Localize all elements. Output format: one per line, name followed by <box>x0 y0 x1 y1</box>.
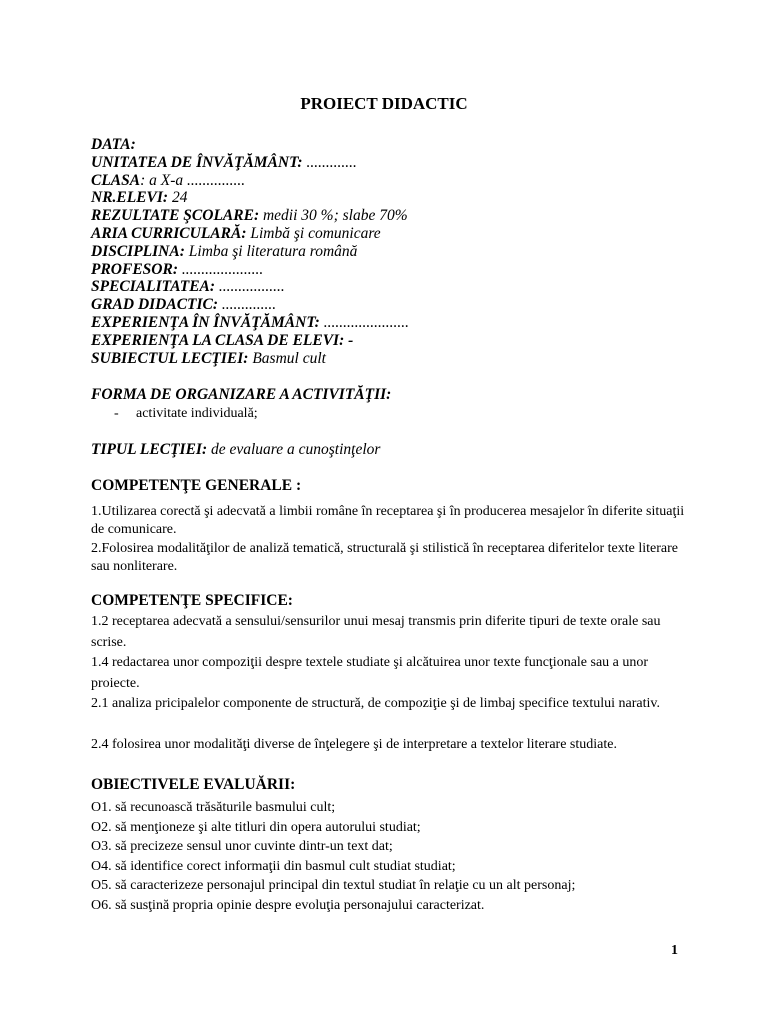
competente-specifice-heading: COMPETENŢE SPECIFICE: <box>91 592 293 609</box>
info-label: REZULTATE ŞCOLARE: <box>91 207 260 225</box>
info-line-specialitatea <box>91 278 711 296</box>
obiective-heading: OBIECTIVELE EVALUĂRII: <box>91 776 296 793</box>
info-line-profesor <box>91 261 711 279</box>
info-line-experienta-clasa <box>91 332 711 350</box>
competenta-generala-1: 1.Utilizarea corectă şi adecvată a limbii române în receptarea şi în producerea mesajelor în diferite situaţii de comunicare. <box>91 504 685 537</box>
info-label: UNITATEA DE ÎNVĂŢĂMÂNT: <box>91 153 303 171</box>
document-title: PROIECT DIDACTIC <box>300 94 468 113</box>
info-line-experienta <box>91 314 711 332</box>
info-line-clasa <box>91 172 711 190</box>
info-label: DISCIPLINA: <box>91 242 185 260</box>
info-line-data <box>91 136 711 154</box>
obiectiv-item: O4. să identifice corect informaţii din basmul cult studiat studiat; <box>91 858 456 874</box>
obiectiv-item: O3. să precizeze sensul unor cuvinte dintr-un text dat; <box>91 839 393 855</box>
tip-lectie <box>91 441 380 459</box>
info-value: medii 30 %; slabe 70% <box>259 207 408 225</box>
info-line-rezultate <box>91 207 711 225</box>
bullet-dash: - <box>114 406 119 421</box>
info-line-disciplina <box>91 243 711 261</box>
info-label: GRAD DIDACTIC: <box>91 296 219 314</box>
info-label: CLASA <box>91 171 141 189</box>
info-label: ARIA CURRICULARĂ: <box>91 224 247 242</box>
competenta-specifica-3: 2.1 analiza pricipalelor componente de structură, de compoziţie şi de limbaj specifice textului narativ. <box>91 696 660 711</box>
tip-lectie-value: de evaluare a cunoştinţelor <box>207 441 381 458</box>
competenta-specifica-1: 1.2 receptarea adecvată a sensului/sensurilor unui mesaj transmis prin diferite tipuri de texte orale sau scrise. <box>91 614 661 650</box>
info-value: Limba şi literatura română <box>184 242 358 260</box>
obiectiv-item: O6. să susţină propria opinie despre evoluţia personajului caracterizat. <box>91 897 485 913</box>
competenta-generala-2: 2.Folosirea modalităţilor de analiză tematică, structurală şi stilistică în receptarea diferitelor texte literare sau nonliterare. <box>91 541 678 574</box>
info-label: DATA: <box>91 136 136 153</box>
competente-generale-heading: COMPETENŢE GENERALE : <box>91 477 302 494</box>
obiectiv-item: O5. să caracterizeze personajul principal din textul studiat în relaţie cu un alt personaj; <box>91 878 576 894</box>
info-block <box>91 136 711 367</box>
info-value: .............. <box>218 296 277 314</box>
obiectiv-item: O1. să recunoască trăsăturile basmului cult; <box>91 800 336 815</box>
info-value: Basmul cult <box>248 349 326 367</box>
info-value: : a X-a ............... <box>140 171 246 189</box>
competenta-specifica-4: 2.4 folosirea unor modalităţi diverse de înţelegere şi de interpretare a textelor literare studiate. <box>91 737 617 752</box>
info-value: ...................... <box>319 313 409 331</box>
organizare-heading: FORMA DE ORGANIZARE A ACTIVITĂŢII: <box>91 386 392 403</box>
info-label: SPECIALITATEA: <box>91 278 216 296</box>
info-line-aria <box>91 225 711 243</box>
info-label: NR.ELEVI: <box>91 189 169 207</box>
tip-lectie-label: TIPUL LECŢIEI: <box>91 441 208 458</box>
page-number: 1 <box>671 943 678 958</box>
info-value: ..................... <box>178 260 264 278</box>
info-value: 24 <box>168 189 188 207</box>
info-label: PROFESOR: <box>91 260 178 278</box>
info-line-subiectul <box>91 350 711 368</box>
info-label: EXPERIENŢA ÎN ÎNVĂŢĂMÂNT: <box>91 313 320 331</box>
info-line-grad <box>91 296 711 314</box>
info-line-unitatea <box>91 154 711 172</box>
info-line-nr-elevi <box>91 189 711 207</box>
obiective-list <box>91 798 711 916</box>
info-value: ............. <box>302 153 357 171</box>
info-value: Limbă şi comunicare <box>246 224 381 242</box>
organizare-item <box>114 406 258 422</box>
competenta-specifica-2: 1.4 redactarea unor compoziţii despre textele studiate şi alcătuirea unor texte funcţionale sau a unor proiecte. <box>91 655 649 691</box>
organizare-item-text: activitate individuală; <box>136 406 258 421</box>
info-value: ................. <box>215 278 285 296</box>
obiectiv-item: O2. să menţioneze şi alte titluri din opera autorului studiat; <box>91 819 421 835</box>
info-label: EXPERIENŢA LA CLASA DE ELEVI: - <box>91 331 354 349</box>
info-label: SUBIECTUL LECŢIEI: <box>91 349 249 367</box>
